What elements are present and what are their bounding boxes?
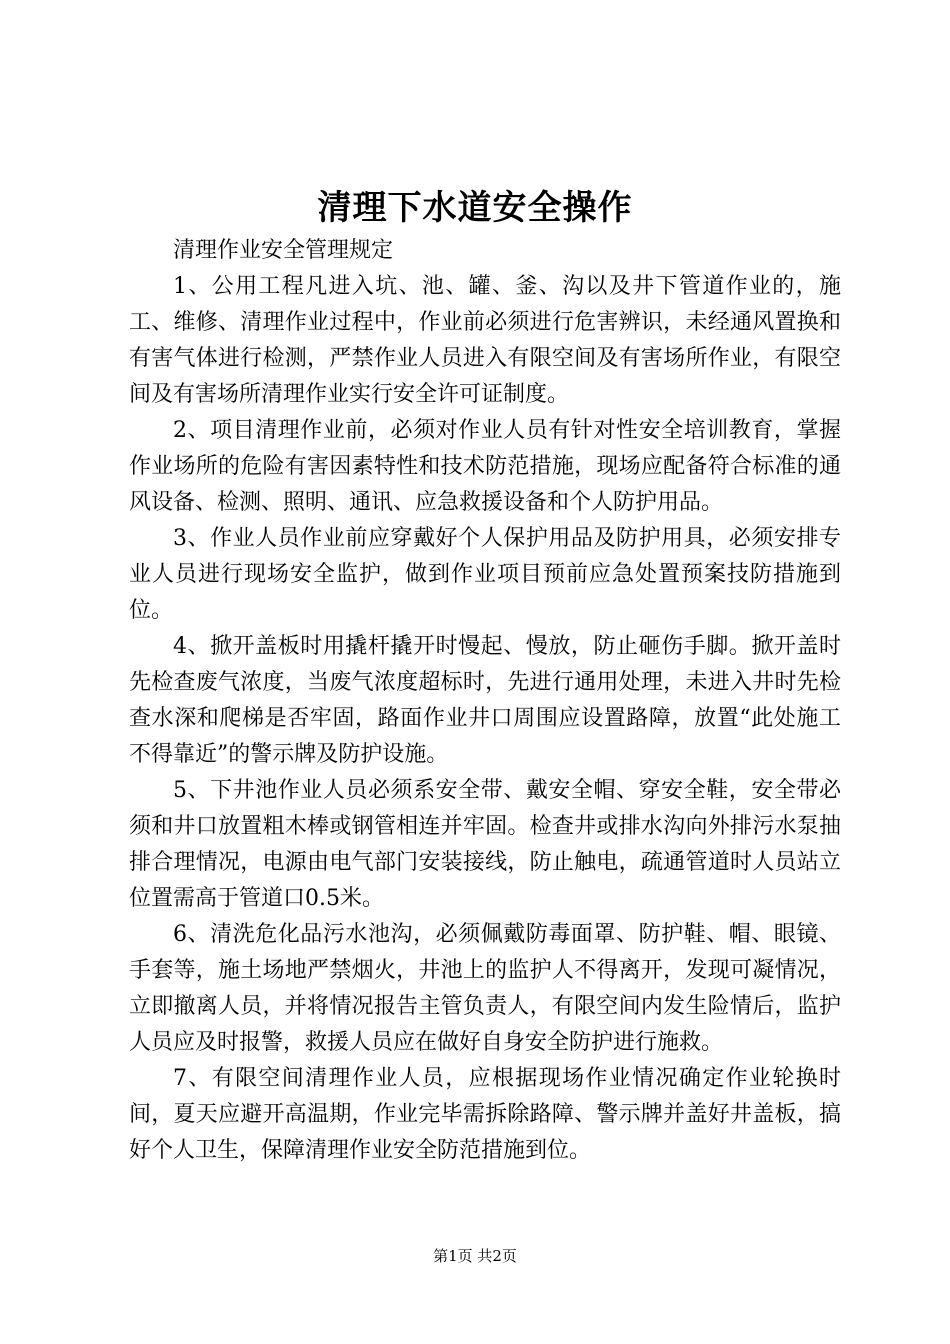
document-title: 清理下水道安全操作 [317, 188, 633, 228]
paragraph-1: 1、公用工程凡进入坑、池、罐、釜、沟以及井下管道作业的，施工、维修、清理作业过程中，作业前必须进行危害辨识，未经通风置换和有害气体进行检测，严禁作业人员进入有限空间及有害场所作业，有限空间及有害场所清理作业实行安全许可证制度。 [129, 274, 841, 407]
document-body [129, 233, 841, 1169]
paragraph-6: 6、清洗危化品污水池沟，必须佩戴防毒面罩、防护鞋、帽、眼镜、手套等，施土场地严禁烟火，井池上的监护人不得离开，发现可凝情况，立即撤离人员，并将情况报告主管负责人，有限空间内发生险情后，监护人员应及时报警，救援人员应在做好自身安全防护进行施救。 [129, 922, 841, 1055]
paragraph-2: 2、项目清理作业前，必须对作业人员有针对性安全培训教育，掌握作业场所的危险有害因素特性和技术防范措施，现场应配备符合标准的通风设备、检测、照明、通讯、应急救援设备和个人防护用品。 [129, 418, 841, 515]
page-number-footer: 第1页 共2页 [433, 1247, 517, 1265]
document-subtitle: 清理作业安全管理规定 [173, 238, 394, 263]
paragraph-7: 7、有限空间清理作业人员，应根据现场作业情况确定作业轮换时间，夏天应避开高温期，作业完毕需拆除路障、警示牌并盖好井盖板，搞好个人卫生，保障清理作业安全防范措施到位。 [129, 1066, 841, 1163]
paragraph-3: 3、作业人员作业前应穿戴好个人保护用品及防护用具，必须安排专业人员进行现场安全监护，做到作业项目预前应急处置预案技防措施到位。 [129, 526, 841, 623]
paragraph-4: 4、掀开盖板时用撬杆撬开时慢起、慢放，防止砸伤手脚。掀开盖时先检查废气浓度，当废气浓度超标时，先进行通用处理，未进入井时先检查水深和爬梯是否牢固，路面作业井口周围应设置路障，放置“此处施工不得靠近”的警示牌及防护设施。 [129, 634, 841, 767]
paragraph-5: 5、下井池作业人员必须系安全带、戴安全帽、穿安全鞋，安全带必须和井口放置粗木棒或钢管相连并牢固。检查井或排水沟向外排污水泵抽排合理情况，电源由电气部门安装接线，防止触电，疏通管道时人员站立位置需高于管道口0.5米。 [129, 778, 841, 911]
